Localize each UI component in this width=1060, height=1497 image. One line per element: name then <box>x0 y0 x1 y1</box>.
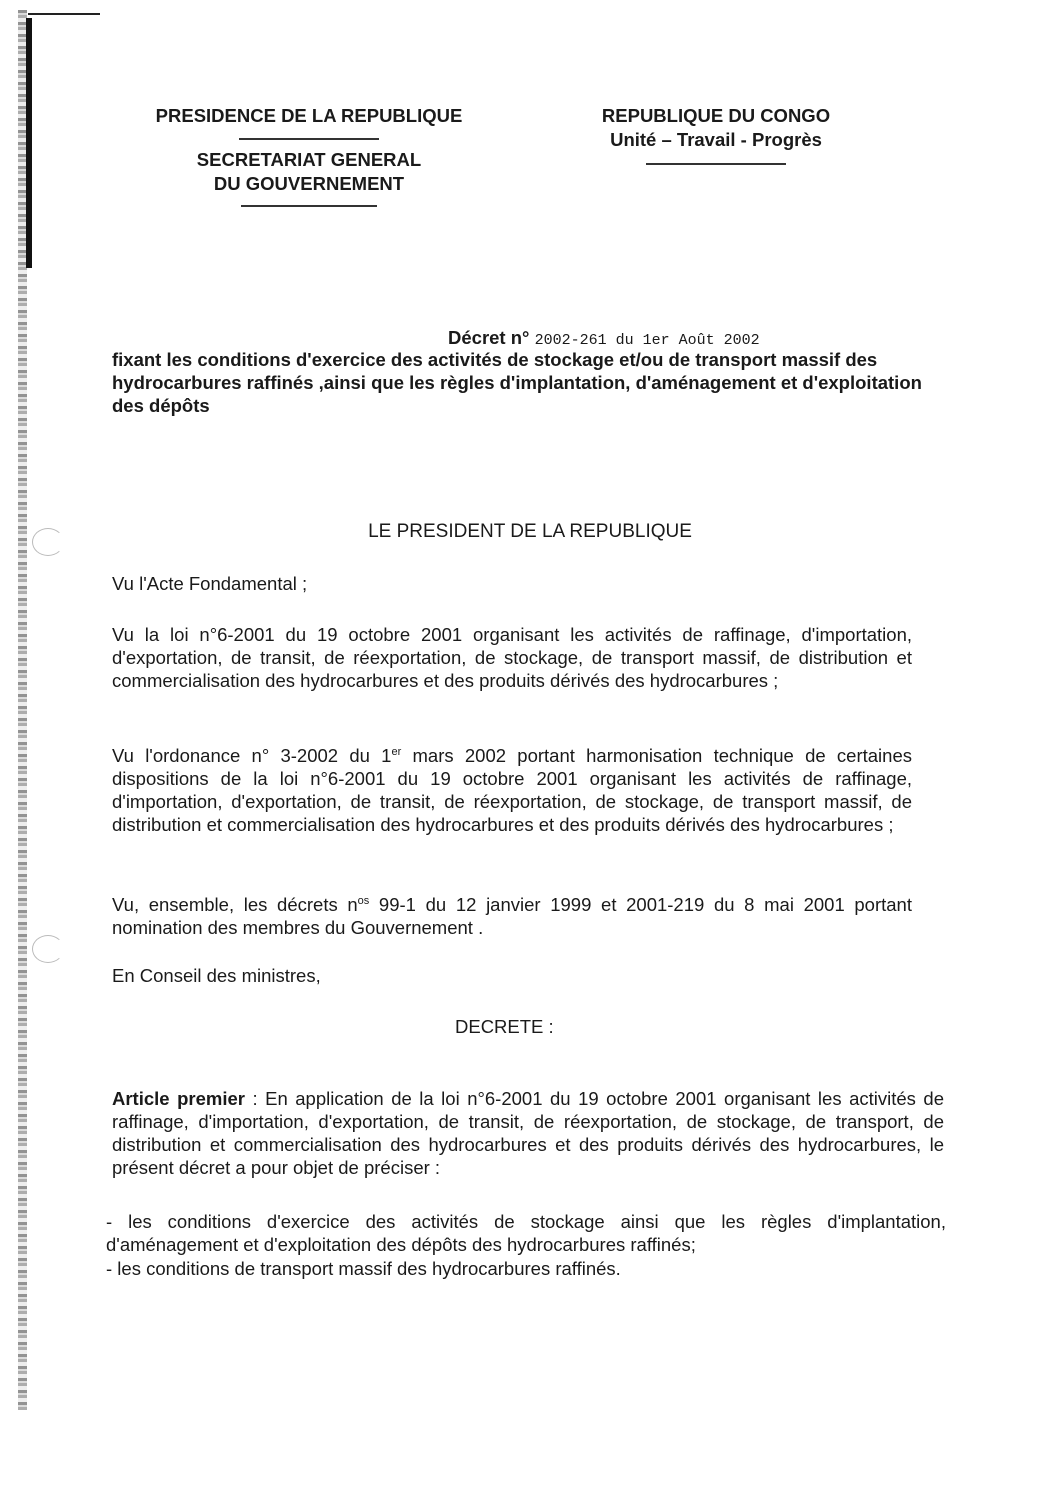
decrete-heading: DECRETE : <box>455 1016 554 1037</box>
divider <box>118 128 500 148</box>
visa-acte: Vu l'Acte Fondamental ; <box>112 573 308 594</box>
visa-ordonnance-rest: mars 2002 portant harmonisation technique de certaines dispositions de la loi n°6-2001 du 19 octobre 2001 organisant les activités de raffinage, d'importation, d'exportation, de transit, de réexportation, de stockage, de transport massif, de distribution et commercialisation des hydrocarbures et des produits dérivés des hydrocarbures ; <box>112 745 912 835</box>
visa-decrets-prefix: Vu, ensemble, les décrets n <box>112 894 358 915</box>
visa-decrets <box>112 893 912 939</box>
visa-decrets-rest: 99-1 du 12 janvier 1999 et 2001-219 du 8 mai 2001 portant nomination des membres du Gouvernement . <box>112 894 912 938</box>
decret-heading <box>448 327 760 349</box>
header-right <box>572 104 860 174</box>
visa-decrets-sup: os <box>357 894 370 907</box>
list-item: - les conditions de transport massif des hydrocarbures raffinés. <box>106 1258 621 1279</box>
header-left-line3: DU GOUVERNEMENT <box>213 173 405 194</box>
header-right-line1: REPUBLIQUE DU CONGO <box>601 105 831 126</box>
list-item: - les conditions d'exercice des activités de stockage ainsi que les règles d'implantation, d'aménagement et d'exploitation des dépôts des hydrocarbures raffinés; <box>106 1211 946 1255</box>
decret-title: fixant les conditions d'exercice des activités de stockage et/ou de transport massif des hydrocarbures raffinés ,ainsi que les règles d'implantation, d'aménagement et d'exploitation des dépôts <box>112 349 922 416</box>
visa-loi: Vu la loi n°6-2001 du 19 octobre 2001 organisant les activités de raffinage, d'importation, d'exportation, de transit, de réexportation, de stockage, de transport massif, de distribution et commercialisation des hydrocarbures et des produits dérivés des hydrocarbures ; <box>112 624 912 691</box>
punch-hole-mark <box>32 935 64 963</box>
president-title: LE PRESIDENT DE LA REPUBLIQUE <box>368 521 692 542</box>
decret-label: Décret n° <box>448 327 530 348</box>
scan-bar-artifact <box>26 18 32 268</box>
visa-ordonnance <box>112 744 912 836</box>
header-right-motto: Unité – Travail - Progrès <box>610 129 822 150</box>
decret-number: 2002-261 du 1er Août 2002 <box>534 332 760 349</box>
article-label: Article premier <box>112 1088 245 1109</box>
scan-top-line-artifact <box>28 13 100 15</box>
divider <box>572 152 860 174</box>
header-left-line2: SECRETARIAT GENERAL <box>196 149 422 170</box>
article-premier <box>112 1087 944 1179</box>
header-left-line1: PRESIDENCE DE LA REPUBLIQUE <box>155 105 463 126</box>
article-text: : En application de la loi n°6-2001 du 19 octobre 2001 organisant les activités de raffinage, d'importation, d'exportation, de transit, de réexportation, de stockage, de transport, de distribution et commercialisation des hydrocarbures et des produits dérivés des hydrocarbures, le présent décret a pour objet de préciser : <box>112 1088 944 1178</box>
conseil-line: En Conseil des ministres, <box>112 965 321 986</box>
visa-ordonnance-sup: er <box>391 745 402 758</box>
header-left <box>118 104 500 214</box>
visa-ordonnance-prefix: Vu l'ordonance n° 3-2002 du 1 <box>112 745 392 766</box>
divider <box>118 196 500 214</box>
